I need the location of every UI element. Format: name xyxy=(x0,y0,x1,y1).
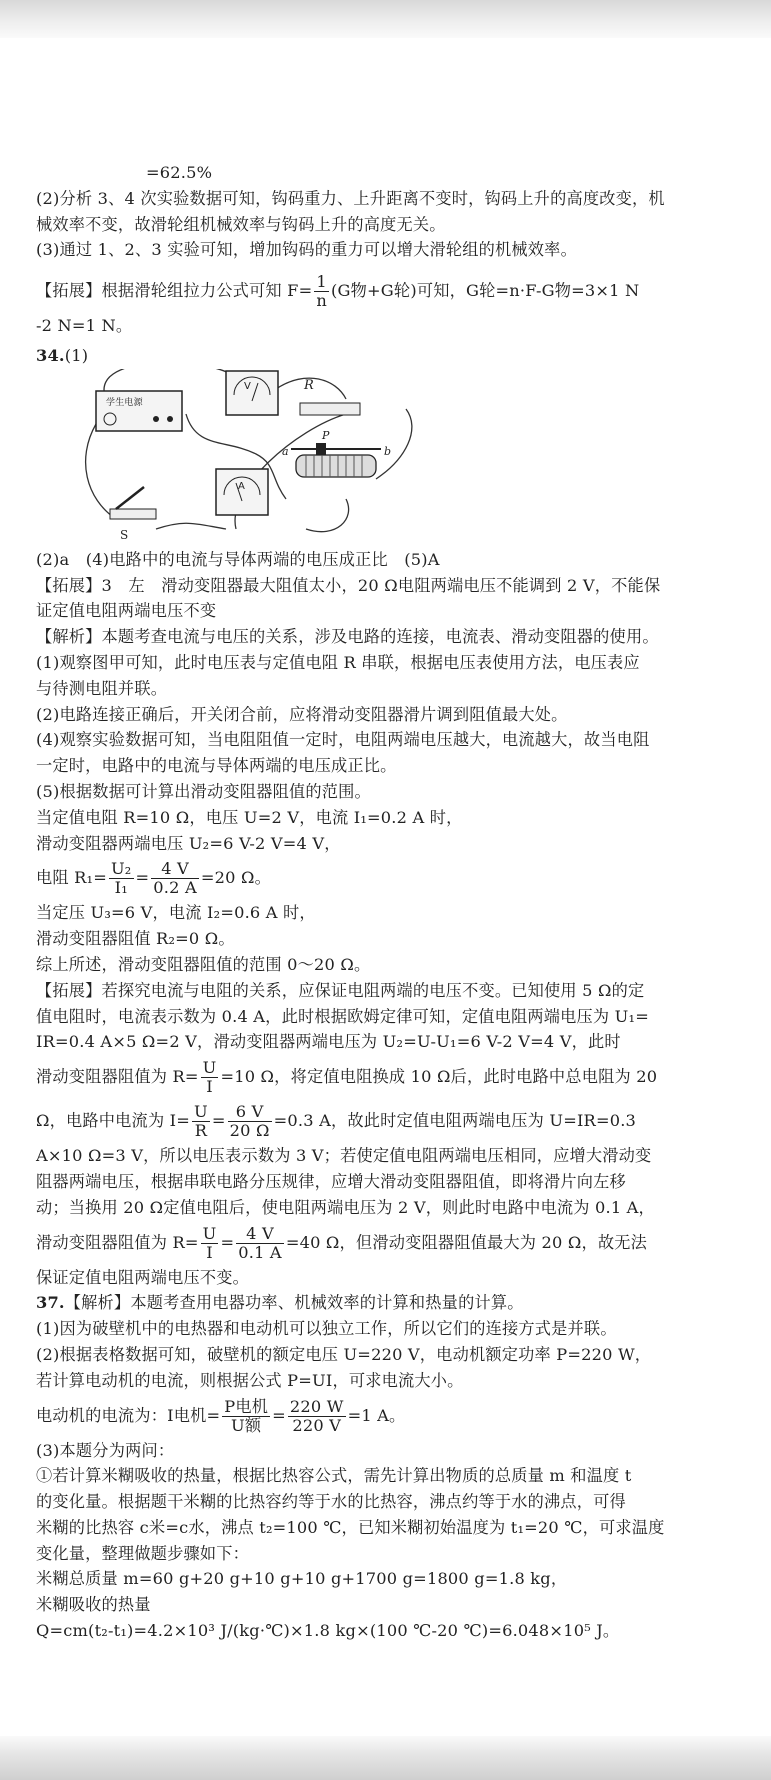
terminal-icon xyxy=(153,416,159,422)
text-segment: 【解析】本题考查用电器功率、机械效率的计算和热量的计算。 xyxy=(64,1293,524,1313)
formula-line xyxy=(36,856,716,900)
text-segment: = xyxy=(211,1111,226,1131)
text-line: 当定值电阻 R=10 Ω，电压 U=2 V，电流 I₁=0.2 A 时， xyxy=(36,807,463,827)
top-scroll-shadow xyxy=(0,0,771,38)
fraction-denominator: I xyxy=(206,1242,213,1262)
fraction xyxy=(201,1225,219,1262)
fixed-resistor xyxy=(300,403,360,415)
end-b-label: b xyxy=(384,444,392,458)
text-segment: =1 A。 xyxy=(347,1405,406,1425)
text-line: 的变化量。根据题干米糊的比热容约等于水的比热容，沸点约等于水的沸点，可得 xyxy=(36,1492,626,1512)
wire xyxy=(86,424,116,519)
question-number: 34. xyxy=(36,345,65,365)
fraction-numerator: U xyxy=(202,1223,217,1243)
fraction-denominator: 220 V xyxy=(292,1415,342,1435)
bottom-scroll-shadow xyxy=(0,1736,771,1780)
text-line: 综上所述，滑动变阻器阻值的范围 0～20 Ω。 xyxy=(36,954,371,974)
formula-line xyxy=(36,1394,716,1438)
text-line: (1)观察图甲可知，此时电压表与定值电阻 R 串联，根据电压表使用方法，电压表应 xyxy=(36,652,640,672)
text-line: (2)电路连接正确后，开关闭合前，应将滑动变阻器滑片调到阻值最大处。 xyxy=(36,704,568,724)
circuit-figure xyxy=(36,369,716,547)
text-line: -2 N=1 N。 xyxy=(36,316,133,336)
fraction-numerator: U xyxy=(194,1102,208,1122)
fraction-denominator: I xyxy=(206,1077,213,1097)
text-segment: 电动机的电流为：I电机= xyxy=(36,1405,221,1425)
fraction xyxy=(222,1398,270,1435)
text-segment: =10 Ω，将定值电阻换成 10 Ω后，此时电路中总电阻为 20 xyxy=(220,1067,658,1087)
formula-line xyxy=(36,1221,716,1265)
end-a-label: a xyxy=(282,444,289,458)
power-supply-label: 学生电源 xyxy=(106,397,143,408)
resistor-label: R xyxy=(304,377,314,393)
text-segment: 滑动变阻器阻值为 R= xyxy=(36,1067,199,1087)
question-37-header xyxy=(36,1290,716,1316)
text-line: 与待测电阻并联。 xyxy=(36,678,168,698)
fraction xyxy=(288,1398,346,1435)
wire xyxy=(376,409,412,479)
wire xyxy=(156,523,226,529)
fraction-denominator: I₁ xyxy=(114,878,128,898)
fraction-numerator: 220 W xyxy=(289,1396,344,1416)
fraction xyxy=(201,1059,219,1096)
fraction-numerator: 4 V xyxy=(151,860,199,879)
fraction-numerator: 4 V xyxy=(236,1225,284,1244)
fraction-denominator: R xyxy=(194,1121,208,1141)
text-segment: =0.3 A，故此时定值电阻两端电压为 U=IR=0.3 xyxy=(273,1111,637,1131)
text-segment: = xyxy=(272,1405,286,1425)
text-line: Q=cm(t₂-t₁)=4.2×10³ J/(kg·℃)×1.8 kg×(100 ℃-20 ℃)=6.048×10⁵ J。 xyxy=(36,1621,620,1641)
question-number: 37. xyxy=(36,1293,65,1313)
text-line: =62.5% xyxy=(146,163,213,182)
text-segment: 滑动变阻器阻值为 R= xyxy=(36,1232,199,1252)
text-line: 米糊的比热容 c米=c水，沸点 t₂=100 ℃，已知米糊初始温度为 t₁=20 ℃，可求温度 xyxy=(36,1517,665,1537)
terminal-icon xyxy=(167,416,173,422)
text-line: (1)因为破壁机中的电热器和电动机可以独立工作，所以它们的连接方式是并联。 xyxy=(36,1319,617,1339)
text-line: IR=0.4 A×5 Ω=2 V，滑动变阻器两端电压为 U₂=U-U₁=6 V-2 V=4 V，此时 xyxy=(36,1032,621,1052)
text-line: (2)a (4)电路中的电流与导体两端的电压成正比 (5)A xyxy=(36,549,440,569)
text-line: (2)分析 3、4 次实验数据可知，钩码重力、上升距离不变时，钩码上升的高度改变，机 xyxy=(36,188,665,208)
text-line: 米糊吸收的热量 xyxy=(36,1595,151,1615)
fraction xyxy=(228,1103,272,1140)
fraction xyxy=(192,1103,210,1140)
formula-line xyxy=(36,1055,716,1099)
fraction xyxy=(151,860,199,897)
text-segment: =40 Ω，但滑动变阻器阻值最大为 20 Ω，故无法 xyxy=(285,1232,648,1252)
text-segment: = xyxy=(135,868,150,888)
text-segment: Ω，电路中电流为 I= xyxy=(36,1111,191,1131)
fraction xyxy=(236,1225,284,1262)
text-line: 动；当换用 20 Ω定值电阻后，使电阻两端电压为 2 V，则此时电路中电流为 0.1 A， xyxy=(36,1197,655,1217)
fraction-numerator: P电机 xyxy=(224,1396,269,1416)
text-line: 【拓展】3 左 滑动变阻器最大阻值太小，20 Ω电阻两端电压不能调到 2 V，不能保 xyxy=(36,575,661,595)
text-line: 证定值电阻两端电压不变 xyxy=(36,601,217,621)
slider-label: P xyxy=(322,428,330,442)
text-line: 【解析】本题考查电流与电压的关系，涉及电路的连接，电流表、滑动变阻器的使用。 xyxy=(36,627,659,647)
text-line: (4)观察实验数据可知，当电阻阻值一定时，电阻两端电压越大，电流越大，故当电阻 xyxy=(36,730,650,750)
text-segment: =20 Ω。 xyxy=(200,868,271,888)
text-line: A×10 Ω=3 V，所以电压表示数为 3 V；若使定值电阻两端电压相同，应增大滑动变 xyxy=(36,1146,652,1166)
text-line: (5)根据数据可计算出滑动变阻器阻值的范围。 xyxy=(36,781,371,801)
question-34-header xyxy=(36,343,716,369)
text-line: 【拓展】若探究电流与电阻的关系，应保证电阻两端的电压不变。已知使用 5 Ω的定 xyxy=(36,980,645,1000)
ammeter-label: A xyxy=(238,480,246,492)
text-line: 米糊总质量 m=60 g+20 g+10 g+10 g+1700 g=1800 g=1.8 kg， xyxy=(36,1569,568,1589)
fraction-denominator: n xyxy=(316,291,327,311)
text-line: 滑动变阻器阻值 R₂=0 Ω。 xyxy=(36,929,235,949)
rheostat-slider xyxy=(316,443,326,455)
rheostat-coil xyxy=(296,455,376,477)
fraction-numerator: 6 V xyxy=(228,1103,272,1122)
voltmeter-label: V xyxy=(244,380,252,392)
document-page xyxy=(36,160,716,1644)
fraction-numerator: U xyxy=(202,1058,217,1078)
text-line: (3)通过 1、2、3 实验可知，增加钩码的重力可以增大滑轮组的机械效率。 xyxy=(36,240,577,260)
fraction-denominator: 0.2 A xyxy=(153,878,197,898)
text-line: 滑动变阻器两端电压 U₂=6 V-2 V=4 V， xyxy=(36,833,341,853)
fraction-numerator: 1 xyxy=(314,273,329,292)
fraction-denominator: 0.1 A xyxy=(238,1242,282,1262)
formula-line xyxy=(36,1099,716,1143)
switch-label: S xyxy=(120,527,129,542)
fraction xyxy=(314,273,329,310)
text-line: 值电阻时，电流表示数为 0.4 A，此时根据欧姆定律可知，定值电阻两端电压为 U₁= xyxy=(36,1006,649,1026)
fraction-denominator: U额 xyxy=(231,1415,262,1435)
fraction-denominator: 20 Ω xyxy=(229,1121,270,1141)
part-label: (1) xyxy=(64,345,89,365)
text-segment: = xyxy=(220,1232,235,1252)
text-line: (2)根据表格数据可知，破壁机的额定电压 U=220 V，电动机额定功率 P=220 W， xyxy=(36,1344,652,1364)
text-line: 变化量，整理做题步骤如下： xyxy=(36,1543,250,1563)
text-line: 保证定值电阻两端电压不变。 xyxy=(36,1267,250,1287)
text-line: ①若计算米糊吸收的热量，根据比热容公式，需先计算出物质的总质量 m 和温度 t xyxy=(36,1466,632,1486)
fraction xyxy=(109,860,134,897)
fraction-numerator: U₂ xyxy=(110,859,132,879)
text-line: 若计算电动机的电流，则根据公式 P=UI，可求电流大小。 xyxy=(36,1370,464,1390)
text-line: (3)本题分为两问： xyxy=(36,1440,175,1460)
text-segment: 【拓展】根据滑轮组拉力公式可知 F= xyxy=(36,281,313,301)
circuit-diagram xyxy=(76,369,416,547)
text-line: 当定压 U₃=6 V，电流 I₂=0.6 A 时， xyxy=(36,903,316,923)
text-segment: (G物+G轮)可知，G轮=n·F-G物=3×1 N xyxy=(331,281,640,301)
text-line: 械效率不变，故滑轮组机械效率与钩码上升的高度无关。 xyxy=(36,214,446,234)
extension-formula-line xyxy=(36,269,716,313)
text-segment: 电阻 R₁= xyxy=(36,868,107,888)
wire xyxy=(306,499,349,532)
switch-base xyxy=(110,509,156,519)
text-line: 阻器两端电压，根据串联电路分压规律，应增大滑动变阻器阻值，即将滑片向左移 xyxy=(36,1171,626,1191)
text-line: 一定时，电路中的电流与导体两端的电压成正比。 xyxy=(36,756,397,776)
switch-lever xyxy=(116,487,144,509)
